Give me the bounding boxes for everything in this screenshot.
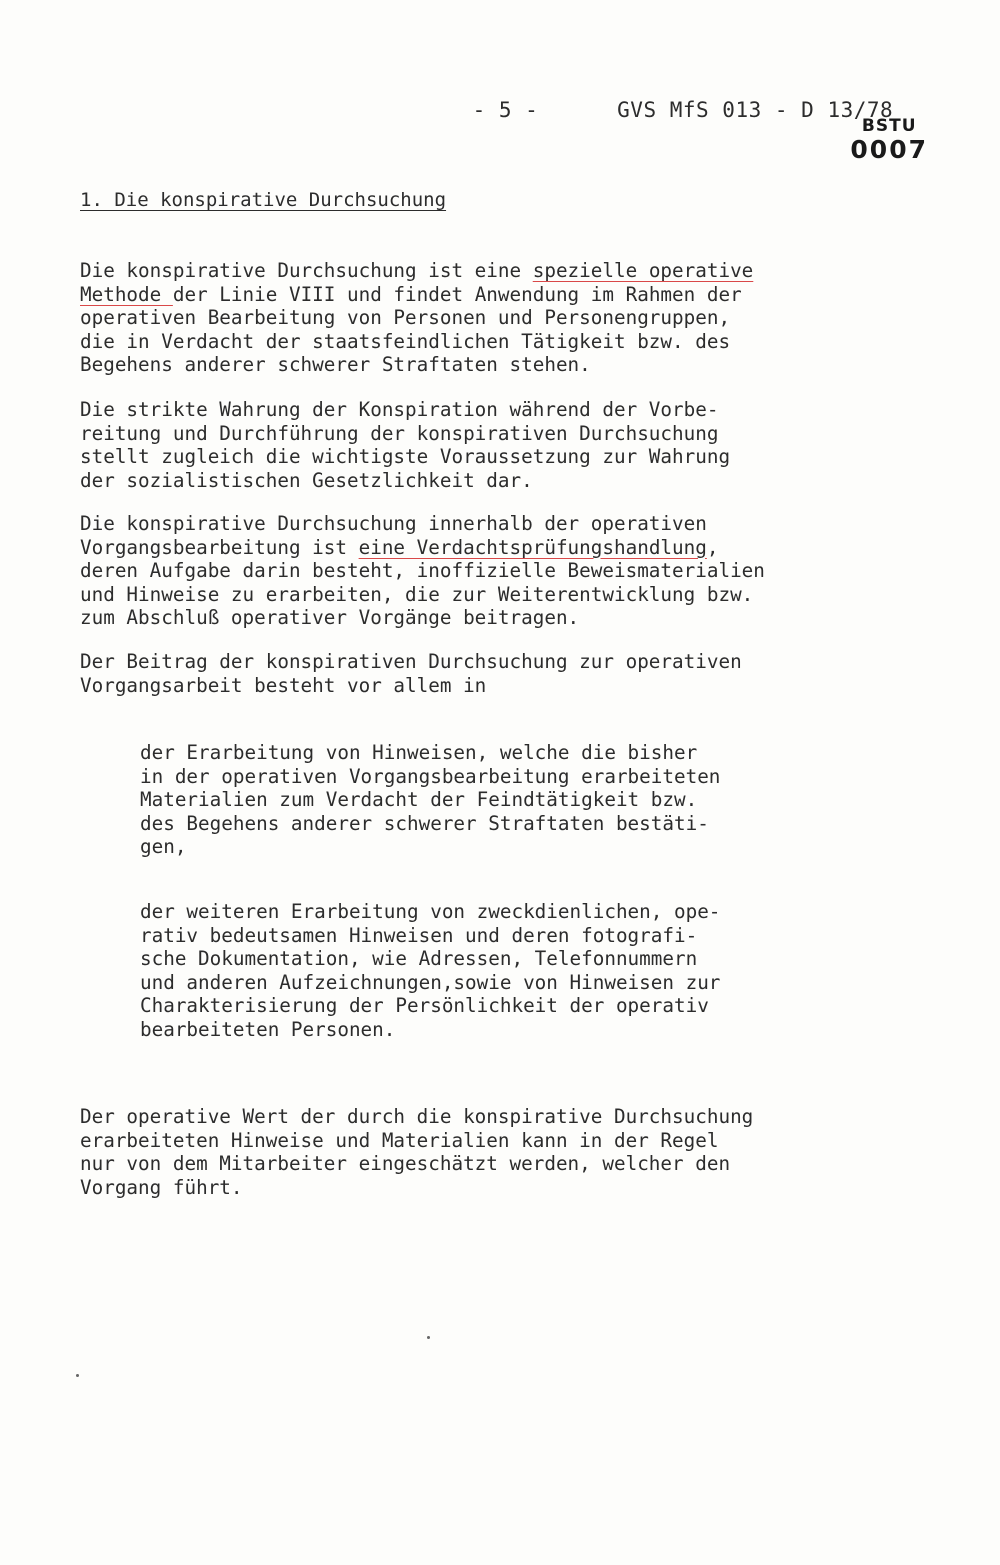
text-line <box>80 583 930 607</box>
line-text: des Begehens anderer schwerer Straftaten bestäti- <box>140 811 709 835</box>
line-text: Die konspirative Durchsuchung ist eine <box>80 259 533 282</box>
line-text: Charakterisierung der Persönlichkeit der operativ <box>140 994 709 1018</box>
text-line <box>140 900 990 924</box>
text-line <box>80 306 930 330</box>
text-line <box>80 469 930 493</box>
text-line <box>140 835 990 859</box>
archive-stamp <box>850 118 928 162</box>
text-line <box>80 1152 930 1176</box>
line-text: Die konspirative Durchsuchung innerhalb der operativen <box>80 512 707 535</box>
text-line <box>80 512 930 536</box>
text-line <box>140 971 990 995</box>
line-text: reitung und Durchführung der konspirativen Durchsuchung <box>80 421 719 445</box>
paragraph-4 <box>80 650 930 697</box>
line-text: und anderen Aufzeichnungen,sowie von Hinweisen zur <box>140 970 721 994</box>
line-text: Materialien zum Verdacht der Feindtätigkeit bzw. <box>140 788 698 812</box>
stamp-number: 0007 <box>850 135 928 164</box>
line-text: Vorgang führt. <box>80 1175 243 1199</box>
text-line <box>140 741 990 765</box>
line-text: Vorgangsarbeit besteht vor allem in <box>80 673 487 697</box>
indented-paragraph-1 <box>140 741 990 859</box>
scan-speck <box>427 1336 430 1339</box>
paragraph-5 <box>80 1105 930 1199</box>
text-line <box>80 1129 930 1153</box>
line-text: gen, <box>140 835 187 859</box>
line-text: in der operativen Vorgangsbearbeitung erarbeiteten <box>140 764 721 788</box>
text-line <box>80 283 930 307</box>
text-line <box>80 674 930 698</box>
scan-speck <box>76 1374 79 1377</box>
stamp-label: BSTU <box>861 116 917 136</box>
line-text: der Linie VIII und findet Anwendung im Rahmen der <box>172 282 742 306</box>
line-text: erarbeiteten Hinweise und Materialien kann in der Regel <box>80 1128 719 1152</box>
text-line <box>80 536 930 560</box>
text-line <box>140 812 990 836</box>
line-text: die in Verdacht der staatsfeindlichen Tätigkeit bzw. des <box>80 329 731 353</box>
highlighted-text: eine Verdachtsprüfungshandlung <box>358 535 707 559</box>
text-line <box>140 947 990 971</box>
indented-paragraph-2 <box>140 900 990 1042</box>
text-line <box>80 330 930 354</box>
text-line <box>140 788 990 812</box>
line-text: Begehens anderer schwerer Straftaten stehen. <box>80 353 591 377</box>
line-text: stellt zugleich die wichtigste Voraussetzung zur Wahrung <box>80 445 731 469</box>
section-heading: 1. Die konspirative Durchsuchung <box>80 189 447 211</box>
line-text: Die strikte Wahrung der Konspiration während der Vorbe- <box>80 398 719 421</box>
text-line <box>140 1018 990 1042</box>
line-text: der Erarbeitung von Hinweisen, welche die bisher <box>140 741 698 764</box>
line-text: bearbeiteten Personen. <box>140 1017 396 1041</box>
text-line <box>80 422 930 446</box>
text-line <box>80 259 930 283</box>
document-reference: GVS MfS 013 - D 13/78 <box>617 98 894 122</box>
text-line <box>80 606 930 630</box>
highlighted-text: Methode <box>80 282 173 306</box>
text-line <box>80 1176 930 1200</box>
paragraph-1 <box>80 259 930 377</box>
line-text: der weiteren Erarbeitung von zweckdienlichen, ope- <box>140 900 721 923</box>
text-line <box>80 1105 930 1129</box>
text-line <box>80 445 930 469</box>
line-text: Der operative Wert der durch die konspirative Durchsuchung <box>80 1105 754 1128</box>
page-header <box>420 74 893 146</box>
paragraph-2 <box>80 398 930 492</box>
line-text: deren Aufgabe darin besteht, inoffizielle Beweismaterialien <box>80 559 765 583</box>
text-line <box>80 559 930 583</box>
line-text: sche Dokumentation, wie Adressen, Telefonnummern <box>140 947 698 971</box>
text-line <box>80 398 930 422</box>
line-text: operativen Bearbeitung von Personen und Personengruppen, <box>80 306 731 330</box>
line-text: zum Abschluß operativer Vorgänge beitragen. <box>80 606 580 630</box>
line-text: Vorgangsbearbeitung ist <box>80 535 359 559</box>
page-number: - 5 - <box>472 98 539 122</box>
text-line <box>80 650 930 674</box>
text-line <box>140 994 990 1018</box>
paragraph-3 <box>80 512 930 630</box>
line-text: und Hinweise zu erarbeiten, die zur Weiterentwicklung bzw. <box>80 582 754 606</box>
text-line <box>140 765 990 789</box>
line-text: Der Beitrag der konspirativen Durchsuchung zur operativen <box>80 650 742 673</box>
text-line <box>140 924 990 948</box>
highlighted-text: spezielle operative <box>532 259 754 282</box>
line-text: der sozialistischen Gesetzlichkeit dar. <box>80 468 533 492</box>
line-text: rativ bedeutsamen Hinweisen und deren fotografi- <box>140 923 698 947</box>
line-text: nur von dem Mitarbeiter eingeschätzt werden, welcher den <box>80 1152 731 1176</box>
text-line <box>80 353 930 377</box>
line-text: , <box>706 535 719 559</box>
